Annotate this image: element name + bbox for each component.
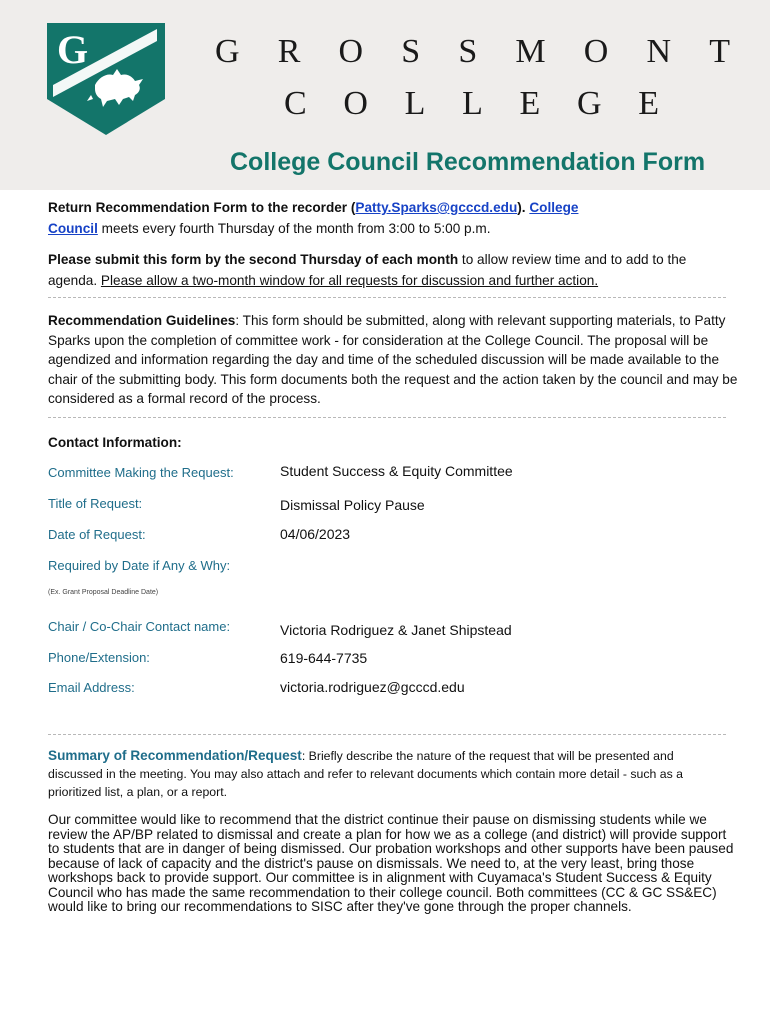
- date-label: Date of Request:: [48, 527, 146, 542]
- divider-2: [48, 417, 726, 418]
- guidelines-block: [48, 311, 738, 409]
- title-value[interactable]: Dismissal Policy Pause: [280, 497, 425, 513]
- email-value[interactable]: victoria.rodriguez@gcccd.edu: [280, 679, 465, 695]
- svg-text:COLLEGE: COLLEGE: [284, 85, 659, 120]
- recorder-email-link[interactable]: Patty.Sparks@gcccd.edu: [355, 200, 518, 215]
- college-council-link[interactable]: College: [529, 200, 579, 215]
- summary-body[interactable]: Our committee would like to recommend that the district continue their pause on dismissing students while we review the AP/BP related to dismissal and create a plan for how we as a college (and district) will provide support to students that are in danger of being dismissed. Our probation workshops and other supports have been paused because of lack of capacity and the district's pause on dismissals. We need to, at the very least, bring those workshops back to provide support. Our committee is in alignment with Cuyamaca's Student Success & Equity Council who has made the same recommendation to their college council. Both committees (CC & GC SS&EC) would like to bring our recommendations to SISC after they've gone through the proper channels.: [48, 812, 734, 914]
- submit-deadline: Please submit this form by the second Thursday of each month to allow review time and to add to the agenda. Please allow a two-month window for all requests for discussion and further action.: [48, 252, 687, 288]
- meeting-info: Council meets every fourth Thursday of the month from 3:00 to 5:00 p.m.: [48, 221, 491, 236]
- required-date-label: Required by Date if Any & Why:: [48, 558, 231, 573]
- guidelines-text: : This form should be submitted, along with relevant supporting materials, to Patty Sparks upon the completion of committee work - for consideration at the College Council. The proposal will be agendized and information regarding the day and time of the scheduled discussion will be made available to the chair of the submitting body. This form documents both the request and the action taken by the council and may be considered as a formal record of the process.: [48, 313, 738, 406]
- phone-label: Phone/Extension:: [48, 650, 150, 665]
- date-value[interactable]: 04/06/2023: [280, 526, 351, 542]
- college-council-link-2[interactable]: Council: [48, 221, 98, 236]
- committee-value[interactable]: Student Success & Equity Committee: [280, 463, 513, 479]
- college-name-line2: [284, 84, 664, 125]
- college-logo: [47, 23, 165, 135]
- phone-value[interactable]: 619-644-7735: [280, 650, 368, 666]
- divider-1: [48, 297, 726, 298]
- svg-text:GROSSMONT: GROSSMONT: [215, 33, 730, 68]
- required-date-note: (Ex. Grant Proposal Deadline Date): [48, 589, 159, 596]
- chair-label: Chair / Co-Chair Contact name:: [48, 619, 231, 634]
- summary-heading: Summary of Recommendation/Request: [48, 748, 302, 763]
- contact-heading: Contact Information:: [48, 435, 182, 450]
- return-instructions: Return Recommendation Form to the recorder (Patty.Sparks@gcccd.edu). College: [48, 200, 579, 215]
- summary-instructions: : Briefly describe the nature of the request that will be presented and discussed in the meeting. You may also attach and refer to relevant documents which contain more detail - such as a prioritized list, a plan, or a report.: [48, 749, 684, 799]
- college-name-line1: [215, 32, 735, 73]
- chair-value[interactable]: Victoria Rodriguez & Janet Shipstead: [280, 622, 512, 638]
- page-header: [0, 0, 770, 190]
- divider-3: [48, 734, 726, 735]
- guidelines-heading: Recommendation Guidelines: [48, 313, 236, 328]
- summary-block: [48, 747, 688, 801]
- form-title: College Council Recommendation Form: [230, 148, 706, 176]
- email-label: Email Address:: [48, 680, 135, 695]
- committee-label: Committee Making the Request:: [48, 465, 234, 480]
- title-label: Title of Request:: [48, 496, 143, 511]
- logo-letter: G: [57, 27, 89, 72]
